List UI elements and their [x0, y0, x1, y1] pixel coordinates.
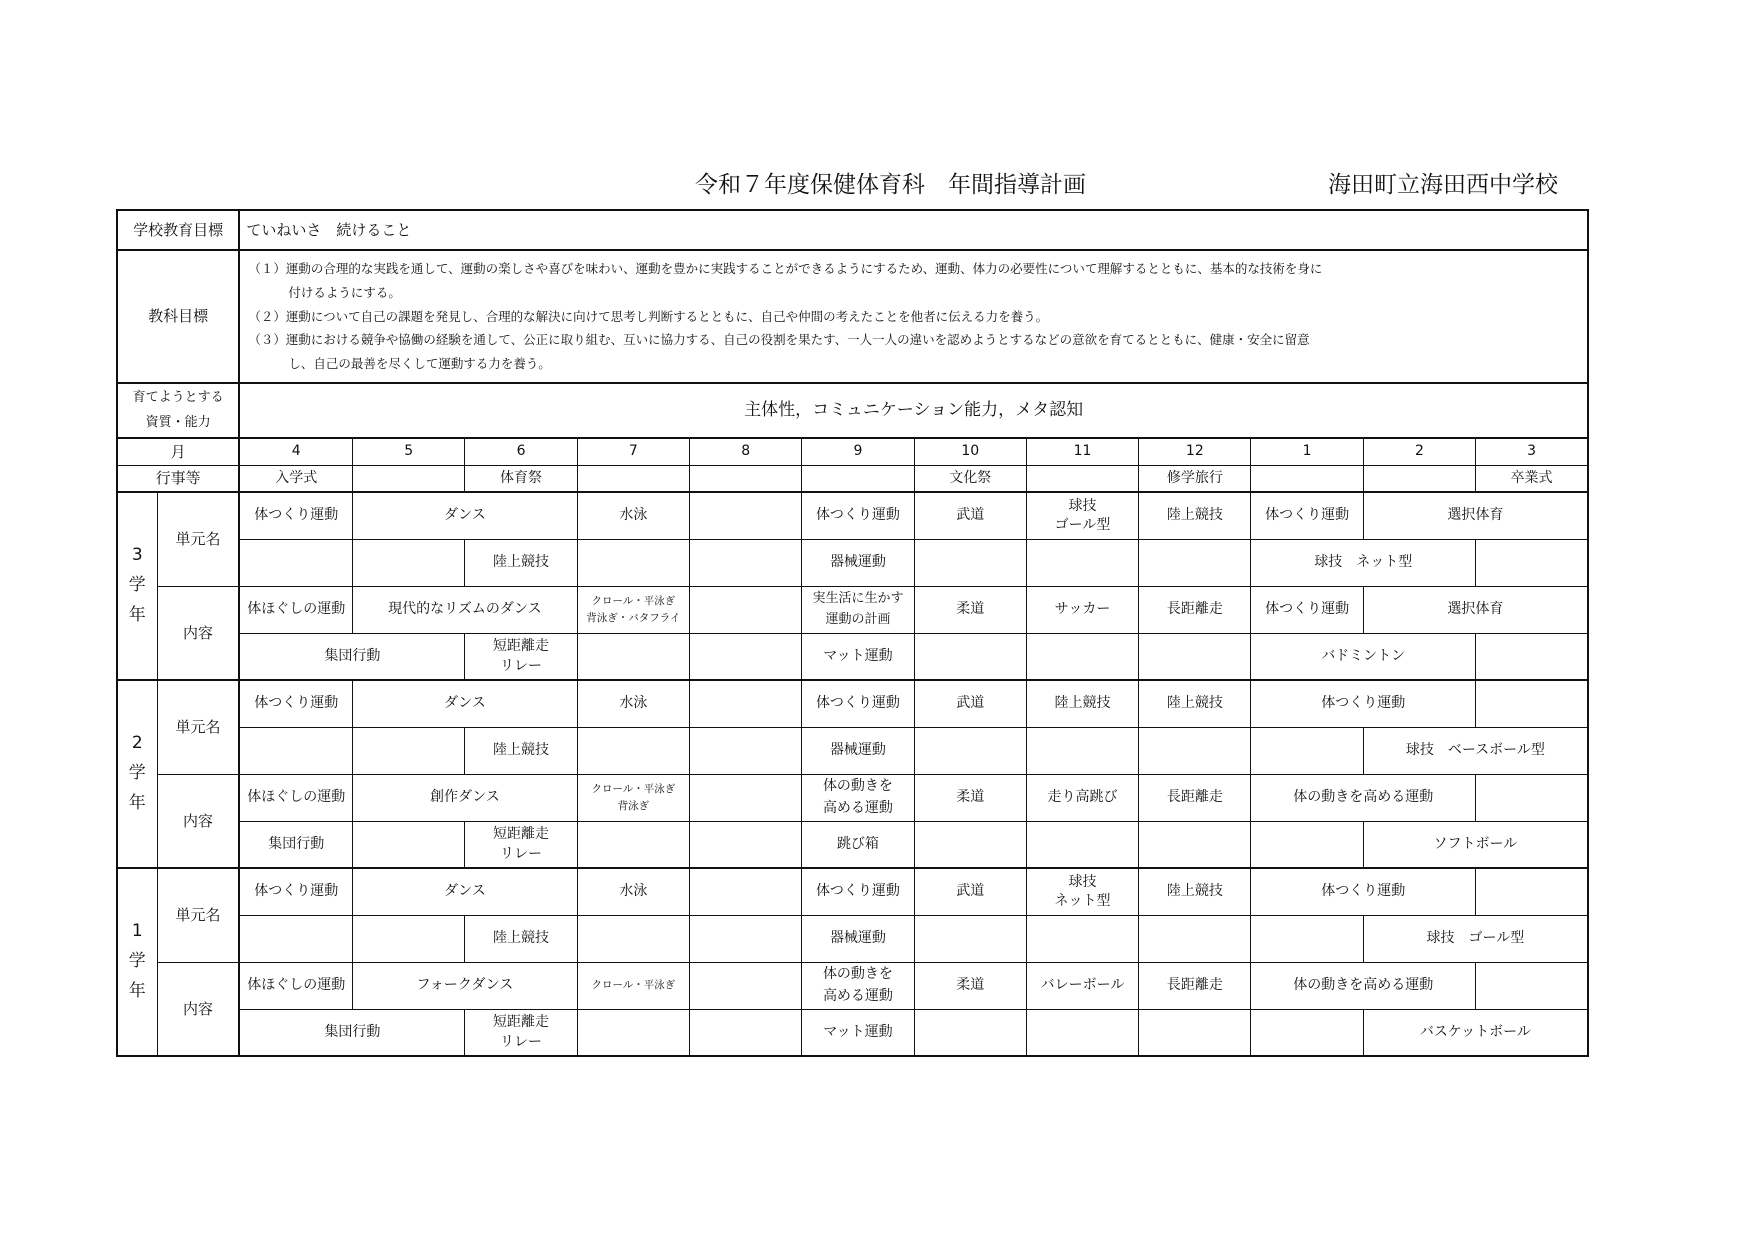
grade2-content-row-1: [117, 774, 1588, 821]
table-cell: [690, 727, 802, 774]
subject-goal-1-cont: 付けるようにする。: [288, 284, 401, 300]
table-cell: 器械運動: [802, 915, 914, 962]
table-cell: [1026, 915, 1138, 962]
table-cell: 実生活に生かす 運動の計画: [802, 586, 914, 633]
table-cell: 陸上競技: [1139, 868, 1251, 915]
table-cell: [1026, 821, 1138, 868]
table-cell: [1026, 1009, 1138, 1056]
event-cell: [1251, 465, 1363, 492]
month-cell: 5: [353, 438, 465, 465]
month-cell: 1: [1251, 438, 1363, 465]
grade1-label: 1 学 年: [117, 868, 157, 1056]
table-cell: サッカー: [1026, 586, 1138, 633]
subject-goal-row: [117, 250, 1588, 383]
table-cell: [914, 821, 1026, 868]
table-cell: 長距離走: [1139, 962, 1251, 1009]
table-cell: [690, 586, 802, 633]
table-cell: 体つくり運動: [802, 680, 914, 727]
grade2-content-label: 内容: [157, 774, 239, 868]
table-cell: 選択体育: [1363, 492, 1588, 539]
table-cell: マット運動: [802, 633, 914, 680]
subject-goal-label: 教科目標: [117, 250, 239, 383]
table-cell: 体の動きを高める運動: [1251, 962, 1476, 1009]
table-cell: [1251, 1009, 1363, 1056]
grade3-unit-row-1: [117, 492, 1588, 539]
table-cell: [914, 727, 1026, 774]
table-cell: [353, 915, 465, 962]
table-cell: [690, 915, 802, 962]
table-cell: [577, 539, 689, 586]
table-cell: クロール・平泳ぎ 背泳ぎ: [577, 774, 689, 821]
table-cell: [1139, 915, 1251, 962]
grade1-unit-row-2: [117, 915, 1588, 962]
table-cell: 集団行動: [239, 821, 352, 868]
table-cell: クロール・平泳ぎ: [577, 962, 689, 1009]
grade2-unit-row-1: [117, 680, 1588, 727]
event-cell: 文化祭: [914, 465, 1026, 492]
event-cell: [1363, 465, 1475, 492]
table-cell: 球技 ゴール型: [1363, 915, 1588, 962]
table-cell: 器械運動: [802, 727, 914, 774]
month-cell: 10: [914, 438, 1026, 465]
table-cell: [914, 915, 1026, 962]
table-cell: [1026, 539, 1138, 586]
table-cell: 器械運動: [802, 539, 914, 586]
table-cell: [1476, 539, 1588, 586]
table-cell: マット運動: [802, 1009, 914, 1056]
table-cell: [690, 633, 802, 680]
table-cell: 水泳: [577, 680, 689, 727]
table-cell: 球技 ベースボール型: [1363, 727, 1588, 774]
table-cell: ダンス: [353, 492, 578, 539]
table-cell: 体つくり運動: [1251, 586, 1363, 633]
event-cell: 体育祭: [465, 465, 577, 492]
table-cell: バレーボール: [1026, 962, 1138, 1009]
table-cell: [914, 539, 1026, 586]
table-cell: 体つくり運動: [239, 492, 352, 539]
annual-plan-table: [116, 209, 1589, 1057]
grade2-label: 2 学 年: [117, 680, 157, 868]
school-goal-label: 学校教育目標: [117, 210, 239, 250]
table-cell: [1251, 821, 1363, 868]
table-cell: 武道: [914, 680, 1026, 727]
grade2-content-row-2: [117, 821, 1588, 868]
page-title: 令和７年度保健体育科 年間指導計画: [695, 172, 1086, 198]
table-cell: ソフトボール: [1363, 821, 1588, 868]
table-cell: 体つくり運動: [1251, 492, 1363, 539]
table-cell: [690, 774, 802, 821]
competency: 主体性，コミュニケーション能力，メタ認知: [239, 383, 1588, 438]
table-cell: [577, 915, 689, 962]
table-cell: ダンス: [353, 680, 578, 727]
subject-goal-3-cont: し、自己の最善を尽くして運動する力を養う。: [288, 356, 551, 372]
month-cell: 3: [1476, 438, 1588, 465]
table-cell: ダンス: [353, 868, 578, 915]
competency-label: [117, 383, 239, 438]
table-cell: 柔道: [914, 962, 1026, 1009]
grade1-unit-label: 単元名: [157, 868, 239, 962]
subject-goals: [239, 250, 1588, 383]
event-cell: [690, 465, 802, 492]
month-cell: 9: [802, 438, 914, 465]
table-cell: 跳び箱: [802, 821, 914, 868]
table-cell: 集団行動: [239, 1009, 465, 1056]
table-cell: [239, 727, 352, 774]
table-cell: [577, 1009, 689, 1056]
table-cell: [1476, 868, 1588, 915]
table-cell: [353, 821, 465, 868]
subject-goal-1: （１）運動の合理的な実践を通して、運動の楽しさや喜びを味わい、運動を豊かに実践することができるようにするため、運動、体力の必要性について理解するとともに、基本的な技術を身に: [248, 261, 1323, 277]
table-cell: 水泳: [577, 492, 689, 539]
table-cell: [690, 821, 802, 868]
subject-goal-2: （２）運動について自己の課題を発見し、合理的な解決に向けて思考し判断するとともに、自己や仲間の考えたことを他者に伝える力を養う。: [248, 308, 1049, 324]
grade2-unit-row-2: [117, 727, 1588, 774]
event-cell: 入学式: [239, 465, 352, 492]
table-cell: [690, 492, 802, 539]
events-label: 行事等: [117, 465, 239, 492]
month-cell: 11: [1026, 438, 1138, 465]
event-cell: [577, 465, 689, 492]
table-cell: [353, 727, 465, 774]
grade3-content-label: 内容: [157, 586, 239, 680]
table-cell: 柔道: [914, 586, 1026, 633]
table-cell: [690, 1009, 802, 1056]
table-cell: [1251, 915, 1363, 962]
table-cell: 短距離走 リレー: [465, 821, 577, 868]
table-cell: [914, 633, 1026, 680]
month-cell: 8: [690, 438, 802, 465]
table-cell: フォークダンス: [353, 962, 578, 1009]
table-cell: [1139, 821, 1251, 868]
table-cell: [1139, 539, 1251, 586]
month-row: [117, 438, 1588, 465]
table-cell: [1026, 727, 1138, 774]
table-cell: 短距離走 リレー: [465, 1009, 577, 1056]
grade1-content-row-2: [117, 1009, 1588, 1056]
table-cell: 長距離走: [1139, 774, 1251, 821]
table-cell: [1139, 727, 1251, 774]
table-cell: バドミントン: [1251, 633, 1476, 680]
table-cell: 陸上競技: [1139, 492, 1251, 539]
table-cell: [1476, 962, 1588, 1009]
grade3-content-row-1: [117, 586, 1588, 633]
competency-label-line-1: 育てようとする: [132, 389, 224, 405]
month-cell: 4: [239, 438, 352, 465]
table-cell: [914, 1009, 1026, 1056]
table-cell: [1476, 633, 1588, 680]
event-cell: 修学旅行: [1139, 465, 1251, 492]
table-cell: 球技 ネット型: [1251, 539, 1476, 586]
month-cell: 6: [465, 438, 577, 465]
table-cell: 水泳: [577, 868, 689, 915]
event-cell: 卒業式: [1476, 465, 1588, 492]
table-cell: 陸上競技: [1139, 680, 1251, 727]
school-goal: ていねいさ 続けること: [239, 210, 1588, 250]
table-cell: 現代的なリズムのダンス: [353, 586, 578, 633]
table-cell: 体つくり運動: [1251, 680, 1476, 727]
table-cell: バスケットボール: [1363, 1009, 1588, 1056]
table-cell: 体の動きを 高める運動: [802, 774, 914, 821]
table-cell: 球技 ゴール型: [1026, 492, 1138, 539]
table-cell: 集団行動: [239, 633, 465, 680]
month-label: 月: [117, 438, 239, 465]
table-cell: 体つくり運動: [239, 868, 352, 915]
table-cell: 球技 ネット型: [1026, 868, 1138, 915]
table-cell: [690, 539, 802, 586]
table-cell: [690, 962, 802, 1009]
month-cell: 7: [577, 438, 689, 465]
school-goal-row: [117, 210, 1588, 250]
table-cell: 短距離走 リレー: [465, 633, 577, 680]
table-cell: [239, 539, 352, 586]
table-cell: 陸上競技: [465, 727, 577, 774]
table-cell: クロール・平泳ぎ 背泳ぎ・バタフライ: [577, 586, 689, 633]
table-cell: 体の動きを 高める運動: [802, 962, 914, 1009]
table-cell: [1139, 1009, 1251, 1056]
event-cell: [353, 465, 465, 492]
table-cell: 走り高跳び: [1026, 774, 1138, 821]
event-cell: [1026, 465, 1138, 492]
table-cell: 武道: [914, 868, 1026, 915]
table-cell: 陸上競技: [1026, 680, 1138, 727]
table-cell: [1476, 774, 1588, 821]
competency-label-line-2: 資質・能力: [145, 414, 211, 430]
month-cell: 2: [1363, 438, 1475, 465]
table-cell: [1026, 633, 1138, 680]
table-cell: 創作ダンス: [353, 774, 578, 821]
table-cell: [239, 915, 352, 962]
grade3-unit-row-2: [117, 539, 1588, 586]
school-name: 海田町立海田西中学校: [1328, 172, 1558, 198]
table-cell: 武道: [914, 492, 1026, 539]
table-cell: 体ほぐしの運動: [239, 586, 352, 633]
table-cell: 長距離走: [1139, 586, 1251, 633]
table-cell: [1139, 633, 1251, 680]
table-cell: 体ほぐしの運動: [239, 962, 352, 1009]
table-cell: [1476, 680, 1588, 727]
grade3-label: 3 学 年: [117, 492, 157, 680]
table-cell: 体の動きを高める運動: [1251, 774, 1476, 821]
table-cell: 体つくり運動: [802, 868, 914, 915]
events-row: [117, 465, 1588, 492]
month-cell: 12: [1139, 438, 1251, 465]
table-cell: [577, 821, 689, 868]
competency-row: [117, 383, 1588, 438]
table-cell: [690, 868, 802, 915]
table-cell: 体つくり運動: [802, 492, 914, 539]
table-cell: [577, 633, 689, 680]
table-cell: [353, 539, 465, 586]
table-cell: [577, 727, 689, 774]
grade2-unit-label: 単元名: [157, 680, 239, 774]
table-cell: 選択体育: [1363, 586, 1588, 633]
grade1-content-row-1: [117, 962, 1588, 1009]
table-cell: [690, 680, 802, 727]
table-cell: 柔道: [914, 774, 1026, 821]
grade3-unit-label: 単元名: [157, 492, 239, 586]
table-cell: [1251, 727, 1363, 774]
grade3-content-row-2: [117, 633, 1588, 680]
event-cell: [802, 465, 914, 492]
subject-goal-3: （３）運動における競争や協働の経験を通して、公正に取り組む、互いに協力する、自己の役割を果たす、一人一人の違いを認めようとするなどの意欲を育てるとともに、健康・安全に留意: [248, 332, 1310, 348]
table-cell: 体ほぐしの運動: [239, 774, 352, 821]
grade1-content-label: 内容: [157, 962, 239, 1056]
table-cell: 体つくり運動: [1251, 868, 1476, 915]
table-cell: 陸上競技: [465, 915, 577, 962]
grade1-unit-row-1: [117, 868, 1588, 915]
table-cell: 陸上競技: [465, 539, 577, 586]
table-cell: 体つくり運動: [239, 680, 352, 727]
